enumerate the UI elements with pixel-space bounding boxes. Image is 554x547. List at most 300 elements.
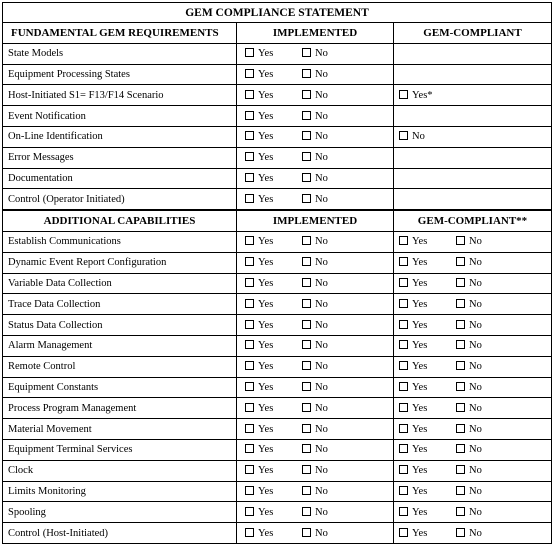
- implemented-header: IMPLEMENTED: [237, 23, 394, 44]
- no-label: No: [315, 340, 328, 352]
- no-label: No: [315, 527, 328, 539]
- no-label: No: [315, 48, 328, 60]
- checkbox-icon[interactable]: [302, 111, 311, 120]
- checkbox-icon[interactable]: [245, 299, 254, 308]
- requirement-label: Equipment Processing States: [3, 64, 237, 85]
- no-label: No: [315, 152, 328, 164]
- gem-compliant-cell: [394, 315, 552, 336]
- checkbox-icon[interactable]: [245, 152, 254, 161]
- no-label: No: [315, 444, 328, 456]
- yes-checkbox-option[interactable]: [245, 340, 302, 351]
- checkbox-icon[interactable]: [302, 424, 311, 433]
- no-label: No: [469, 444, 482, 456]
- yes-checkbox-option[interactable]: [245, 382, 302, 393]
- yes-checkbox-option[interactable]: [399, 90, 456, 101]
- no-checkbox-option[interactable]: [302, 278, 352, 289]
- yes-checkbox-option[interactable]: [399, 278, 456, 289]
- requirement-label: Error Messages: [3, 147, 237, 168]
- yes-checkbox-option[interactable]: [245, 528, 302, 539]
- gem-compliant-cell: [394, 147, 552, 168]
- no-label: No: [315, 131, 328, 143]
- requirement-label: Material Movement: [3, 419, 237, 440]
- fundamental-section: [3, 23, 552, 211]
- table-row: [3, 335, 552, 356]
- no-checkbox-option[interactable]: [456, 320, 506, 331]
- table-row: [3, 126, 552, 147]
- yes-label: Yes: [258, 193, 274, 205]
- checkbox-icon[interactable]: [399, 236, 408, 245]
- gem-compliant-cell: [394, 335, 552, 356]
- checkbox-icon[interactable]: [456, 507, 465, 516]
- checkbox-icon[interactable]: [245, 69, 254, 78]
- table-row: [3, 147, 552, 168]
- no-label: No: [315, 319, 328, 331]
- implemented-cell: [237, 85, 394, 106]
- checkbox-icon[interactable]: [302, 528, 311, 537]
- no-label: No: [469, 402, 482, 414]
- yes-label: Yes: [258, 319, 274, 331]
- checkbox-icon[interactable]: [245, 486, 254, 495]
- no-checkbox-option[interactable]: [302, 173, 352, 184]
- no-checkbox-option[interactable]: [302, 299, 352, 310]
- no-label: No: [315, 381, 328, 393]
- checkbox-icon[interactable]: [245, 257, 254, 266]
- yes-label: Yes: [412, 361, 428, 373]
- no-checkbox-option[interactable]: [302, 152, 352, 163]
- implemented-cell: [237, 356, 394, 377]
- checkbox-icon[interactable]: [456, 361, 465, 370]
- gem-compliant-cell: [394, 64, 552, 85]
- yes-checkbox-option[interactable]: [245, 152, 302, 163]
- table-row: [3, 231, 552, 252]
- implemented-cell: [237, 273, 394, 294]
- yes-label: Yes: [258, 172, 274, 184]
- no-checkbox-option[interactable]: [302, 340, 352, 351]
- checkbox-icon[interactable]: [399, 299, 408, 308]
- implemented-cell: [237, 147, 394, 168]
- yes-checkbox-option[interactable]: [399, 486, 456, 497]
- yes-label: Yes: [258, 402, 274, 414]
- yes-checkbox-option[interactable]: [399, 424, 456, 435]
- implemented-cell: [237, 64, 394, 85]
- requirement-label: Remote Control: [3, 356, 237, 377]
- checkbox-icon[interactable]: [302, 382, 311, 391]
- requirement-label: On-Line Identification: [3, 126, 237, 147]
- no-label: No: [469, 298, 482, 310]
- requirement-label: Documentation: [3, 168, 237, 189]
- no-label: No: [469, 236, 482, 248]
- gem-compliant-cell: [394, 398, 552, 419]
- yes-checkbox-option[interactable]: [245, 299, 302, 310]
- no-checkbox-option[interactable]: [456, 340, 506, 351]
- no-checkbox-option[interactable]: [456, 507, 506, 518]
- checkbox-icon[interactable]: [245, 173, 254, 182]
- gem-compliant-cell: [394, 523, 552, 544]
- gem-compliant-cell: [394, 231, 552, 252]
- requirement-label: Clock: [3, 460, 237, 481]
- checkbox-icon[interactable]: [302, 48, 311, 57]
- requirement-label: Equipment Constants: [3, 377, 237, 398]
- gem-compliant-cell: [394, 85, 552, 106]
- yes-checkbox-option[interactable]: [399, 403, 456, 414]
- yes-label: Yes: [412, 319, 428, 331]
- checkbox-icon[interactable]: [245, 131, 254, 140]
- implemented-header: IMPLEMENTED: [237, 210, 394, 231]
- checkbox-icon[interactable]: [245, 382, 254, 391]
- yes-checkbox-option[interactable]: [399, 257, 456, 268]
- table-row: [3, 439, 552, 460]
- no-checkbox-option[interactable]: [456, 486, 506, 497]
- checkbox-icon[interactable]: [302, 90, 311, 99]
- yes-checkbox-option[interactable]: [245, 48, 302, 59]
- checkbox-icon[interactable]: [399, 424, 408, 433]
- requirement-label: Limits Monitoring: [3, 481, 237, 502]
- table-row: [3, 85, 552, 106]
- gem-compliant-header: GEM-COMPLIANT: [394, 23, 552, 44]
- checkbox-icon[interactable]: [302, 131, 311, 140]
- gem-compliant-cell: [394, 252, 552, 273]
- checkbox-icon[interactable]: [399, 486, 408, 495]
- no-label: No: [412, 131, 425, 143]
- implemented-cell: [237, 252, 394, 273]
- yes-checkbox-option[interactable]: [399, 299, 456, 310]
- table-row: [3, 168, 552, 189]
- implemented-cell: [237, 168, 394, 189]
- table-row: [3, 356, 552, 377]
- checkbox-icon[interactable]: [399, 278, 408, 287]
- checkbox-icon[interactable]: [399, 444, 408, 453]
- no-checkbox-option[interactable]: [399, 131, 456, 142]
- checkbox-icon[interactable]: [302, 403, 311, 412]
- implemented-cell: [237, 294, 394, 315]
- yes-checkbox-option[interactable]: [245, 486, 302, 497]
- checkbox-icon[interactable]: [302, 236, 311, 245]
- yes-checkbox-option[interactable]: [245, 90, 302, 101]
- yes-checkbox-option[interactable]: [399, 507, 456, 518]
- no-checkbox-option[interactable]: [302, 486, 352, 497]
- no-label: No: [469, 257, 482, 269]
- requirement-label: Event Notification: [3, 106, 237, 127]
- gem-compliance-table: [2, 2, 552, 544]
- implemented-cell: [237, 502, 394, 523]
- checkbox-icon[interactable]: [399, 465, 408, 474]
- yes-checkbox-option[interactable]: [245, 194, 302, 205]
- checkbox-icon[interactable]: [302, 444, 311, 453]
- checkbox-icon[interactable]: [245, 444, 254, 453]
- checkbox-icon[interactable]: [456, 486, 465, 495]
- no-checkbox-option[interactable]: [302, 382, 352, 393]
- checkbox-icon[interactable]: [302, 278, 311, 287]
- no-label: No: [315, 423, 328, 435]
- implemented-cell: [237, 398, 394, 419]
- table-row: [3, 419, 552, 440]
- checkbox-icon[interactable]: [245, 90, 254, 99]
- yes-checkbox-option[interactable]: [399, 340, 456, 351]
- yes-label: Yes: [412, 423, 428, 435]
- checkbox-icon[interactable]: [456, 403, 465, 412]
- table-row: [3, 460, 552, 481]
- checkbox-icon[interactable]: [456, 257, 465, 266]
- implemented-cell: [237, 106, 394, 127]
- checkbox-icon[interactable]: [245, 48, 254, 57]
- checkbox-icon[interactable]: [399, 507, 408, 516]
- yes-checkbox-option[interactable]: [245, 131, 302, 142]
- yes-label: Yes: [258, 68, 274, 80]
- yes-checkbox-option[interactable]: [245, 361, 302, 372]
- requirement-label: Alarm Management: [3, 335, 237, 356]
- checkbox-icon[interactable]: [456, 299, 465, 308]
- gem-compliant-cell: [394, 439, 552, 460]
- yes-label: Yes: [258, 110, 274, 122]
- table-row: [3, 294, 552, 315]
- checkbox-icon[interactable]: [245, 465, 254, 474]
- checkbox-icon[interactable]: [456, 465, 465, 474]
- table-row: [3, 273, 552, 294]
- yes-label: Yes: [258, 277, 274, 289]
- no-checkbox-option[interactable]: [456, 444, 506, 455]
- yes-checkbox-option[interactable]: [399, 361, 456, 372]
- yes-label: Yes: [412, 444, 428, 456]
- checkbox-icon[interactable]: [245, 340, 254, 349]
- yes-label: Yes*: [412, 89, 433, 101]
- checkbox-icon[interactable]: [302, 257, 311, 266]
- checkbox-icon[interactable]: [456, 424, 465, 433]
- implemented-cell: [237, 335, 394, 356]
- additional-section: [3, 210, 552, 543]
- yes-checkbox-option[interactable]: [245, 111, 302, 122]
- checkbox-icon[interactable]: [302, 69, 311, 78]
- implemented-cell: [237, 523, 394, 544]
- table-row: [3, 64, 552, 85]
- no-checkbox-option[interactable]: [302, 528, 352, 539]
- no-label: No: [469, 340, 482, 352]
- requirement-label: Control (Operator Initiated): [3, 189, 237, 210]
- checkbox-icon[interactable]: [456, 382, 465, 391]
- yes-checkbox-option[interactable]: [399, 465, 456, 476]
- table-row: [3, 523, 552, 544]
- yes-checkbox-option[interactable]: [245, 403, 302, 414]
- yes-checkbox-option[interactable]: [245, 257, 302, 268]
- checkbox-icon[interactable]: [245, 320, 254, 329]
- yes-checkbox-option[interactable]: [245, 69, 302, 80]
- no-label: No: [315, 361, 328, 373]
- implemented-cell: [237, 231, 394, 252]
- checkbox-icon[interactable]: [302, 486, 311, 495]
- requirement-label: Control (Host-Initiated): [3, 523, 237, 544]
- checkbox-icon[interactable]: [302, 152, 311, 161]
- checkbox-icon[interactable]: [399, 361, 408, 370]
- no-checkbox-option[interactable]: [456, 465, 506, 476]
- yes-label: Yes: [258, 361, 274, 373]
- checkbox-icon[interactable]: [302, 194, 311, 203]
- checkbox-icon[interactable]: [399, 131, 408, 140]
- yes-label: Yes: [412, 506, 428, 518]
- gem-compliant-cell: [394, 168, 552, 189]
- no-checkbox-option[interactable]: [456, 424, 506, 435]
- checkbox-icon[interactable]: [302, 507, 311, 516]
- checkbox-icon[interactable]: [245, 507, 254, 516]
- checkbox-icon[interactable]: [302, 320, 311, 329]
- no-label: No: [315, 68, 328, 80]
- no-label: No: [315, 298, 328, 310]
- no-label: No: [315, 485, 328, 497]
- no-checkbox-option[interactable]: [302, 131, 352, 142]
- checkbox-icon[interactable]: [399, 528, 408, 537]
- no-checkbox-option[interactable]: [302, 69, 352, 80]
- no-checkbox-option[interactable]: [302, 403, 352, 414]
- checkbox-icon[interactable]: [302, 465, 311, 474]
- no-checkbox-option[interactable]: [302, 424, 352, 435]
- requirement-label: Trace Data Collection: [3, 294, 237, 315]
- yes-checkbox-option[interactable]: [399, 444, 456, 455]
- checkbox-icon[interactable]: [399, 320, 408, 329]
- checkbox-icon[interactable]: [399, 90, 408, 99]
- yes-checkbox-option[interactable]: [399, 382, 456, 393]
- fundamental-requirements-header: FUNDAMENTAL GEM REQUIREMENTS: [3, 23, 237, 44]
- yes-label: Yes: [258, 89, 274, 101]
- no-label: No: [315, 236, 328, 248]
- yes-label: Yes: [258, 152, 274, 164]
- gem-compliant-cell: [394, 377, 552, 398]
- gem-compliant-cell: [394, 189, 552, 210]
- no-checkbox-option[interactable]: [302, 90, 352, 101]
- no-checkbox-option[interactable]: [302, 320, 352, 331]
- table-row: [3, 252, 552, 273]
- implemented-cell: [237, 377, 394, 398]
- no-checkbox-option[interactable]: [456, 278, 506, 289]
- no-label: No: [469, 319, 482, 331]
- no-checkbox-option[interactable]: [302, 361, 352, 372]
- form-title: GEM COMPLIANCE STATEMENT: [3, 3, 552, 23]
- fundamental-header-row: [3, 23, 552, 44]
- yes-label: Yes: [258, 131, 274, 143]
- requirement-label: Equipment Terminal Services: [3, 439, 237, 460]
- no-checkbox-option[interactable]: [456, 528, 506, 539]
- no-checkbox-option[interactable]: [302, 111, 352, 122]
- yes-label: Yes: [258, 340, 274, 352]
- checkbox-icon[interactable]: [245, 528, 254, 537]
- checkbox-icon[interactable]: [399, 340, 408, 349]
- no-checkbox-option[interactable]: [456, 257, 506, 268]
- no-checkbox-option[interactable]: [456, 403, 506, 414]
- yes-label: Yes: [258, 506, 274, 518]
- table-row: [3, 481, 552, 502]
- checkbox-icon[interactable]: [399, 403, 408, 412]
- yes-checkbox-option[interactable]: [399, 236, 456, 247]
- no-checkbox-option[interactable]: [302, 465, 352, 476]
- gem-compliant-cell: [394, 106, 552, 127]
- requirement-label: Host-Initiated S1= F13/F14 Scenario: [3, 85, 237, 106]
- yes-label: Yes: [258, 257, 274, 269]
- checkbox-icon[interactable]: [456, 528, 465, 537]
- yes-checkbox-option[interactable]: [245, 465, 302, 476]
- checkbox-icon[interactable]: [399, 257, 408, 266]
- no-checkbox-option[interactable]: [456, 299, 506, 310]
- checkbox-icon[interactable]: [302, 173, 311, 182]
- checkbox-icon[interactable]: [456, 444, 465, 453]
- table-row: [3, 502, 552, 523]
- yes-label: Yes: [412, 340, 428, 352]
- no-checkbox-option[interactable]: [302, 236, 352, 247]
- table-row: [3, 398, 552, 419]
- yes-checkbox-option[interactable]: [245, 424, 302, 435]
- checkbox-icon[interactable]: [245, 424, 254, 433]
- yes-checkbox-option[interactable]: [399, 320, 456, 331]
- gem-compliant-cell: [394, 356, 552, 377]
- yes-label: Yes: [258, 381, 274, 393]
- checkbox-icon[interactable]: [456, 236, 465, 245]
- gem-compliant-cell: [394, 43, 552, 64]
- no-label: No: [469, 485, 482, 497]
- yes-label: Yes: [258, 444, 274, 456]
- checkbox-icon[interactable]: [399, 382, 408, 391]
- checkbox-icon[interactable]: [245, 111, 254, 120]
- yes-label: Yes: [258, 485, 274, 497]
- checkbox-icon[interactable]: [302, 299, 311, 308]
- no-checkbox-option[interactable]: [302, 257, 352, 268]
- no-checkbox-option[interactable]: [302, 48, 352, 59]
- checkbox-icon[interactable]: [302, 340, 311, 349]
- implemented-cell: [237, 439, 394, 460]
- no-label: No: [469, 277, 482, 289]
- gem-compliant-cell: [394, 502, 552, 523]
- checkbox-icon[interactable]: [245, 403, 254, 412]
- yes-checkbox-option[interactable]: [245, 444, 302, 455]
- checkbox-icon[interactable]: [456, 278, 465, 287]
- yes-checkbox-option[interactable]: [245, 173, 302, 184]
- no-label: No: [315, 506, 328, 518]
- implemented-cell: [237, 419, 394, 440]
- no-label: No: [469, 423, 482, 435]
- no-label: No: [315, 172, 328, 184]
- requirement-label: Variable Data Collection: [3, 273, 237, 294]
- no-checkbox-option[interactable]: [302, 444, 352, 455]
- checkbox-icon[interactable]: [245, 194, 254, 203]
- yes-checkbox-option[interactable]: [245, 507, 302, 518]
- no-checkbox-option[interactable]: [456, 382, 506, 393]
- checkbox-icon[interactable]: [245, 278, 254, 287]
- yes-checkbox-option[interactable]: [245, 320, 302, 331]
- requirement-label: Spooling: [3, 502, 237, 523]
- yes-checkbox-option[interactable]: [399, 528, 456, 539]
- checkbox-icon[interactable]: [456, 340, 465, 349]
- yes-label: Yes: [412, 381, 428, 393]
- no-label: No: [469, 381, 482, 393]
- no-checkbox-option[interactable]: [456, 361, 506, 372]
- yes-checkbox-option[interactable]: [245, 278, 302, 289]
- yes-label: Yes: [412, 236, 428, 248]
- checkbox-icon[interactable]: [245, 361, 254, 370]
- gem-compliant-header: GEM-COMPLIANT**: [394, 210, 552, 231]
- no-checkbox-option[interactable]: [302, 194, 352, 205]
- requirement-label: Establish Communications: [3, 231, 237, 252]
- no-checkbox-option[interactable]: [302, 507, 352, 518]
- gem-compliant-cell: [394, 481, 552, 502]
- checkbox-icon[interactable]: [302, 361, 311, 370]
- requirement-label: State Models: [3, 43, 237, 64]
- no-checkbox-option[interactable]: [456, 236, 506, 247]
- no-label: No: [315, 277, 328, 289]
- implemented-cell: [237, 315, 394, 336]
- no-label: No: [315, 402, 328, 414]
- gem-compliant-cell: [394, 294, 552, 315]
- no-label: No: [315, 193, 328, 205]
- no-label: No: [315, 110, 328, 122]
- checkbox-icon[interactable]: [245, 236, 254, 245]
- checkbox-icon[interactable]: [456, 320, 465, 329]
- yes-checkbox-option[interactable]: [245, 236, 302, 247]
- no-label: No: [469, 465, 482, 477]
